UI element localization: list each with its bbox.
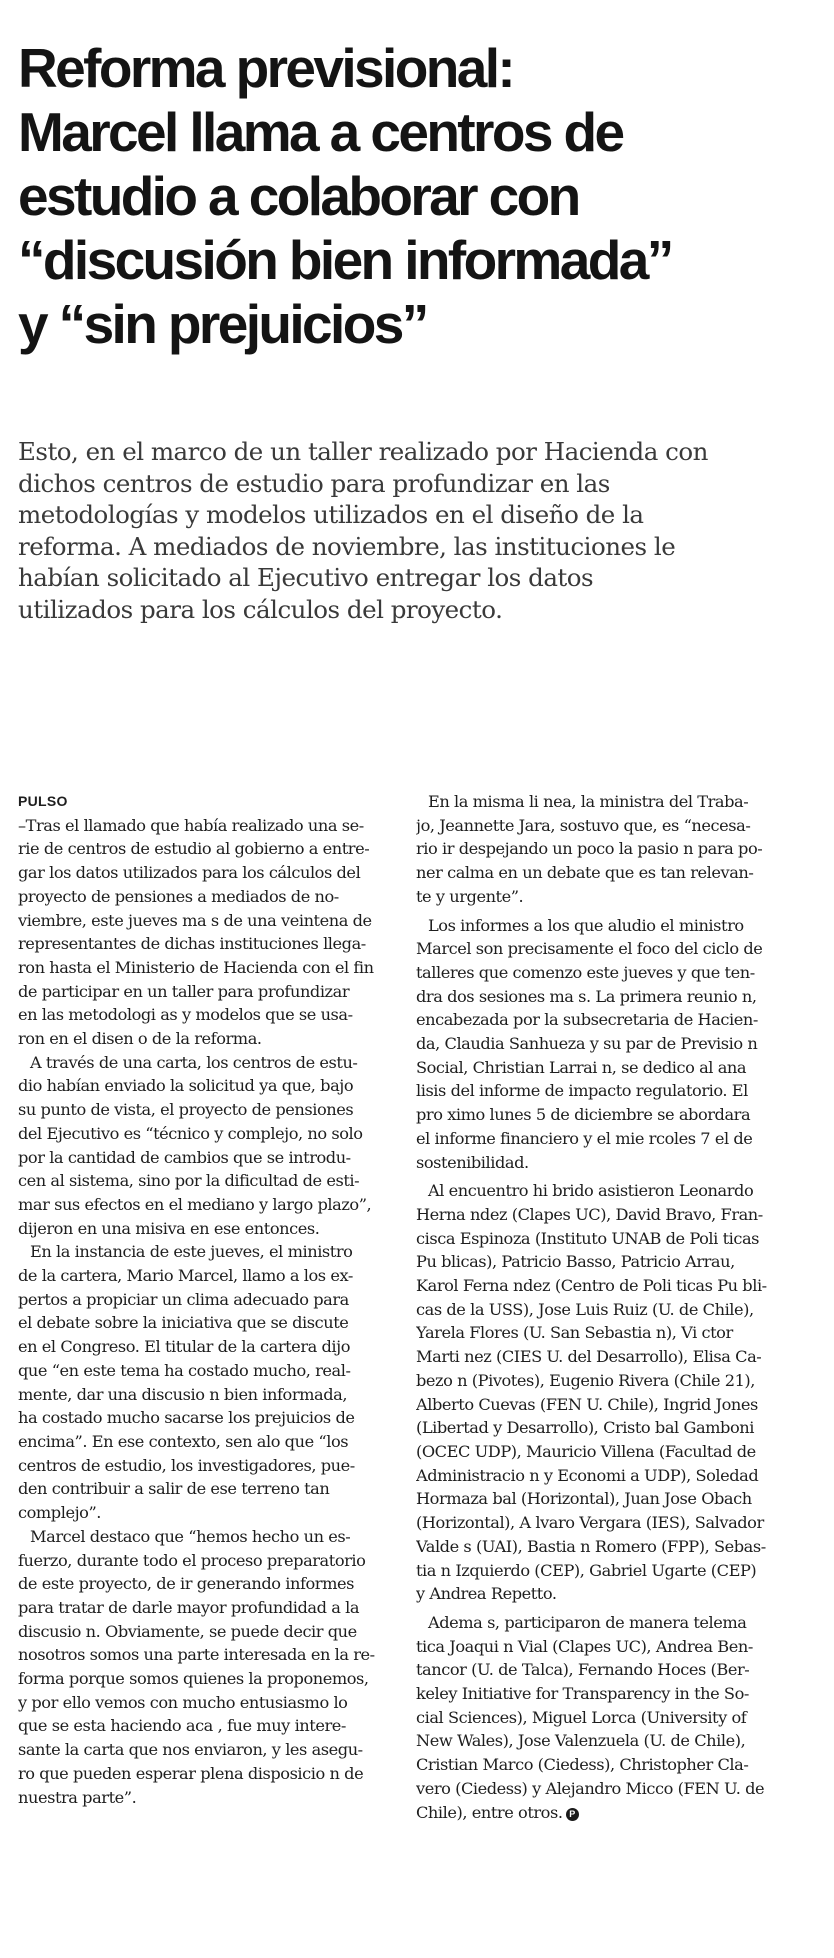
body-line: dra dos sesiones ma s. La primera reunio n, — [416, 986, 757, 1006]
body-line: el debate sobre la iniciativa que se discute — [18, 1313, 349, 1333]
headline-line: Reforma previsional: — [18, 37, 514, 99]
body-line: tica Joaqui n Vial (Clapes UC), Andrea Ben- — [416, 1636, 753, 1656]
headline — [18, 36, 818, 356]
body-line: pertos a propiciar un clima adecuado para — [18, 1289, 349, 1309]
body-line: el informe financiero y el mie rcoles 7 el de — [416, 1128, 753, 1148]
body-line: del Ejecutivo es “técnico y complejo, no solo — [18, 1123, 363, 1143]
body-line: cen al sistema, sino por la dificultad de esti- — [18, 1171, 360, 1191]
body-line: lisis del informe de impacto regulatorio. El — [416, 1081, 748, 1101]
body-line: sante la carta que nos enviaron, y les asegu- — [18, 1740, 363, 1760]
body-line: pro ximo lunes 5 de diciembre se abordara — [416, 1105, 751, 1125]
lead-line: Esto, en el marco de un taller realizado por Hacienda con — [18, 437, 708, 466]
body-line: centros de estudio, los investigadores, pue- — [18, 1455, 355, 1475]
body-line: (Horizontal), A lvaro Vergara (IES), Salvador — [416, 1513, 764, 1533]
body-line: por la cantidad de cambios que se introdu- — [18, 1147, 351, 1167]
body-line: que “en este tema ha costado mucho, real- — [18, 1360, 351, 1380]
headline-line: y “sin prejuicios” — [18, 293, 427, 355]
body-line: ron en el disen o de la reforma. — [18, 1029, 262, 1049]
body-line: mar sus efectos en el mediano y largo plazo”, — [18, 1194, 372, 1214]
body-line: ron hasta el Ministerio de Hacienda con el fin — [18, 957, 374, 977]
body-line: Pu blicas), Patricio Basso, Patricio Arrau, — [416, 1252, 735, 1272]
body-line: dio habían enviado la solicitud ya que, bajo — [18, 1076, 354, 1096]
headline-line: Marcel llama a centros de — [18, 101, 623, 163]
body-line: New Wales), Jose Valenzuela (U. de Chile), — [416, 1731, 746, 1751]
body-line: de participar en un taller para profundizar — [18, 981, 350, 1001]
lead-line: dichos centros de estudio para profundizar en las — [18, 468, 610, 498]
body-line: Marti nez (CIES U. del Desarrollo), Elisa Ca- — [416, 1347, 762, 1367]
body-line: nosotros somos una parte interesada en la re- — [18, 1645, 375, 1665]
body-line: rio ir despejando un poco la pasio n para po- — [416, 839, 763, 859]
body-line: En la misma li nea, la ministra del Traba- — [428, 792, 749, 811]
body-line: Hormaza bal (Horizontal), Juan Jose Obach — [416, 1489, 752, 1509]
body-line: Social, Christian Larrai n, se dedico al ana — [416, 1057, 747, 1077]
body-line: ro que pueden esperar plena disposicio n de — [18, 1763, 364, 1783]
body-line: forma porque somos quienes la proponemos, — [18, 1669, 369, 1689]
body-line: vero (Ciedess) y Alejandro Micco (FEN U. de — [416, 1778, 765, 1798]
body-line: Valde s (UAI), Bastia n Romero (FPP), Sebas- — [416, 1536, 766, 1556]
body-line: fuerzo, durante todo el proceso preparatorio — [18, 1550, 366, 1570]
body-line: proyecto de pensiones a mediados de no- — [18, 886, 339, 906]
body-line: Herna ndez (Clapes UC), David Bravo, Fran- — [416, 1204, 763, 1224]
body-line: En la instancia de este jueves, el ministro — [30, 1242, 353, 1262]
body-line: rie de centros de estudio al gobierno a entre- — [18, 839, 370, 859]
body-line: viembre, este jueves ma s de una veintena de — [18, 910, 372, 930]
body-line: ha costado mucho sacarse los prejuicios de — [18, 1408, 355, 1428]
body-line: mente, dar una discusio n bien informada, — [18, 1384, 348, 1404]
body-line: dijeron en una misiva en ese entonces. — [18, 1218, 320, 1238]
lead-line: reforma. A mediados de noviembre, las instituciones le — [18, 531, 676, 561]
body-line: en las metodologi as y modelos que se usa- — [18, 1005, 353, 1025]
body-line: cas de la USS), Jose Luis Ruiz (U. de Chile), — [416, 1299, 754, 1319]
end-mark-icon: P — [566, 1808, 579, 1821]
body-line: Marcel son precisamente el foco del ciclo de — [416, 939, 763, 959]
body-line: tancor (U. de Talca), Fernando Hoces (Ber- — [416, 1660, 750, 1680]
body-line: nuestra parte”. — [18, 1787, 137, 1807]
body-line: y Andrea Repetto. — [416, 1584, 557, 1604]
body-line-final — [416, 1801, 804, 1825]
body-line: (OCEC UDP), Mauricio Villena (Facultad de — [416, 1441, 756, 1461]
body-line: cisca Espinoza (Instituto UNAB de Poli ticas — [416, 1228, 760, 1248]
body-line: para tratar de darle mayor profundidad a la — [18, 1597, 360, 1617]
article-column-left — [18, 790, 406, 1809]
body-line: en el Congreso. El titular de la cartera dijo — [18, 1337, 351, 1357]
body-line: talleres que comenzo este jueves y que ten- — [416, 962, 755, 982]
body-line: da, Claudia Sanhueza y su par de Previsio n — [416, 1034, 758, 1054]
lead-line: metodologías y modelos utilizados en el diseño de la — [18, 500, 644, 529]
body-line: cial Sciences), Miguel Lorca (University of — [416, 1707, 747, 1727]
body-line: Los informes a los que aludio el ministro — [428, 915, 744, 935]
body-line: Yarela Flores (U. San Sebastia n), Vi ctor — [416, 1323, 733, 1343]
body-line: su punto de vista, el proyecto de pensiones — [18, 1100, 354, 1120]
body-line: y por ello vemos con mucho entusiasmo lo — [18, 1692, 348, 1712]
body-line: Marcel destaco que “hemos hecho un es- — [30, 1526, 351, 1546]
body-line: jo, Jeannette Jara, sostuvo que, es “necesa- — [416, 815, 751, 835]
byline: PULSO — [18, 793, 68, 809]
body-line: –Tras el llamado que había realizado una se- — [18, 815, 364, 835]
body-line: Alberto Cuevas (FEN U. Chile), Ingrid Jones — [416, 1394, 758, 1414]
body-line: encabezada por la subsecretaria de Hacien- — [416, 1010, 758, 1030]
body-line: representantes de dichas instituciones llega- — [18, 934, 366, 954]
body-line: Karol Ferna ndez (Centro de Poli ticas Pu bli- — [416, 1276, 767, 1296]
body-line: Cristian Marco (Ciedess), Christopher Cla- — [416, 1755, 749, 1775]
body-line: keley Initiative for Transparency in the So- — [416, 1684, 749, 1704]
body-line: te y urgente”. — [416, 886, 524, 906]
body-line: A través de una carta, los centros de estu- — [30, 1052, 358, 1072]
body-line: que se esta haciendo aca , fue muy intere- — [18, 1716, 346, 1736]
lead-line: habían solicitado al Ejecutivo entregar los datos — [18, 563, 594, 592]
lead-paragraph — [18, 436, 818, 625]
body-line: tia n Izquierdo (CEP), Gabriel Ugarte (CEP) — [416, 1560, 757, 1580]
body-line: sostenibilidad. — [416, 1152, 529, 1172]
body-line: complejo”. — [18, 1503, 101, 1523]
headline-line: “discusión bien informada” — [18, 229, 672, 291]
body-line: ner calma en un debate que es tan relevan- — [416, 863, 754, 883]
body-line: bezo n (Pivotes), Eugenio Rivera (Chile 21), — [416, 1370, 755, 1390]
body-line: Adema s, participaron de manera telema — [428, 1612, 747, 1632]
body-line: encima”. En ese contexto, sen alo que “los — [18, 1431, 349, 1451]
body-line-text: Chile), entre otros. — [416, 1802, 563, 1822]
article-column-right — [416, 790, 804, 1824]
body-line: gar los datos utilizados para los cálculos del — [18, 863, 361, 883]
body-line: (Libertad y Desarrollo), Cristo bal Gamboni — [416, 1418, 754, 1438]
lead-line: utilizados para los cálculos del proyecto. — [18, 594, 503, 624]
body-line: de este proyecto, de ir generando informes — [18, 1574, 354, 1594]
body-line: discusio n. Obviamente, se puede decir que — [18, 1621, 357, 1641]
body-line: den contribuir a salir de ese terreno tan — [18, 1479, 330, 1499]
headline-line: estudio a colaborar con — [18, 165, 579, 227]
body-line: Al encuentro hi brido asistieron Leonardo — [428, 1181, 754, 1201]
body-line: Administracio n y Economi a UDP), Soledad — [416, 1465, 759, 1485]
body-line: de la cartera, Mario Marcel, llamo a los ex- — [18, 1266, 353, 1286]
